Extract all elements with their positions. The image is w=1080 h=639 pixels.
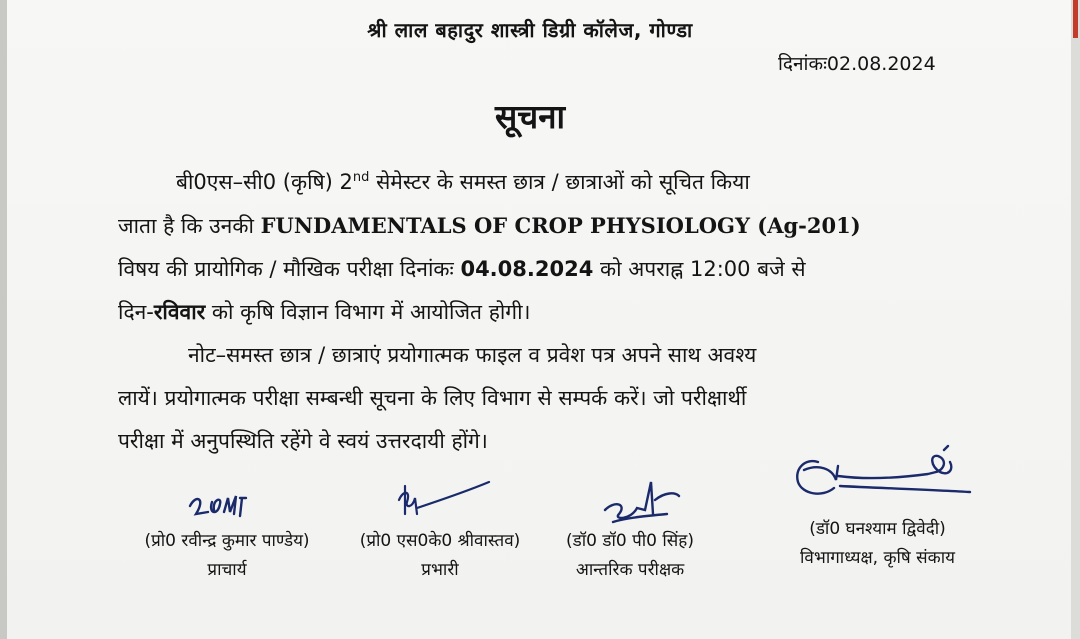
signature-examiner [575, 470, 685, 528]
signatory-name: (डॉ0 घनश्याम द्विवेदी) [809, 519, 946, 539]
paragraph-text: को अपराह्न 12:00 बजे से [593, 257, 806, 281]
notice-paragraph-main [118, 156, 958, 334]
paragraph-line: परीक्षा में अनुपस्थिति रहेंगे वे स्वयं उत्तरदायी होंगे। [118, 429, 488, 453]
signatory-name: (डॉ0 डॉ0 पी0 सिंह) [566, 531, 694, 551]
paragraph-text: विषय की प्रायोगिक / मौखिक परीक्षा दिनांकः [118, 257, 461, 281]
notice-date: दिनांकः02.08.2024 [778, 53, 936, 75]
signatory-name: (प्रो0 रवीन्द्र कुमार पाण्डेय) [144, 531, 310, 551]
signature-incharge [385, 478, 495, 528]
paragraph-line: नोट–समस्त छात्र / छात्राएं प्रयोगात्मक फाइल व प्रवेश पत्र अपने साथ अवश्य [188, 343, 757, 367]
ordinal-suffix: nd [352, 170, 370, 185]
subject-name: FUNDAMENTALS OF CROP PHYSIOLOGY (Ag-201) [260, 213, 861, 238]
signatory-name: (प्रो0 एस0के0 श्रीवास्तव) [359, 531, 521, 551]
signature-principal [182, 490, 272, 528]
paragraph-text: बी0एस–सी0 (कृषि) 2 [176, 170, 353, 194]
paragraph-line [118, 204, 958, 248]
signatory-role: विभागाध्यक्ष, कृषि संकाय [800, 548, 955, 568]
paragraph-text: सेमेस्टर के समस्त छात्र / छात्राओं को सूचित किया [369, 170, 750, 194]
college-name: श्री लाल बहादुर शास्त्री डिग्री कॉलेज, गोण्डा [367, 18, 693, 42]
signatory-role: आन्तरिक परीक्षक [575, 560, 685, 580]
paragraph-line [118, 248, 958, 291]
signatory-role: प्रभारी [421, 560, 459, 580]
exam-day: रविवार [153, 300, 206, 324]
paper-edge-marker [1073, 0, 1078, 38]
paragraph-text: दिन- [118, 300, 154, 324]
notice-title: सूचना [494, 97, 566, 136]
paragraph-text: को कृषि विज्ञान विभाग में आयोजित होगी। [205, 300, 531, 324]
paragraph-line: लायें। प्रयोगात्मक परीक्षा सम्बन्धी सूचना के लिए विभाग से सम्पर्क करें। जो परीक्षार्थी [118, 386, 747, 410]
paragraph-line [118, 291, 958, 334]
signatory-role: प्राचार्य [207, 560, 247, 580]
paragraph-text: जाता है कि उनकी [118, 214, 261, 238]
signatory-head-of-department [770, 436, 985, 568]
paper-edge-right [1071, 0, 1080, 639]
signatory-incharge [340, 478, 540, 580]
exam-date: 04.08.2024 [460, 257, 594, 281]
signature-hod [778, 436, 978, 516]
signatory-internal-examiner [545, 470, 715, 580]
signatory-principal [118, 490, 336, 580]
paragraph-line [118, 156, 958, 204]
